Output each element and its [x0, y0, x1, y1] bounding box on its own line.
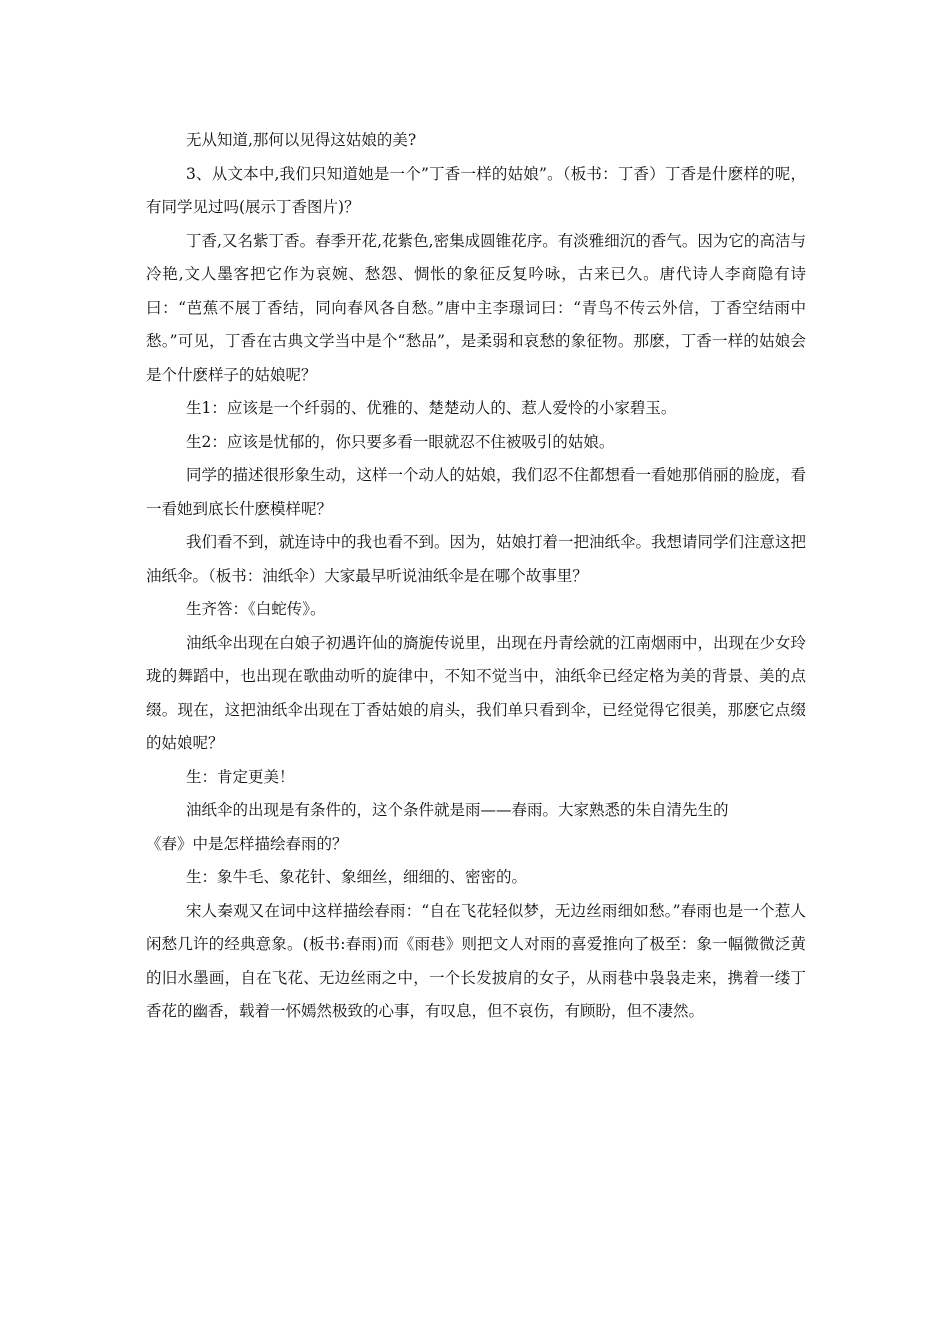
paragraph: 《春》中是怎样描绘春雨的？: [146, 834, 348, 853]
paragraph: 生：象牛毛、象花针、象细丝，细细的、密密的。: [186, 868, 528, 886]
paragraph: 同学的描述很形象生动，这样一个动人的姑娘，我们忍不住都想看一看她那俏丽的脸庞，看一看她到底长什麽模样呢？: [146, 466, 807, 518]
paragraph: 宋人秦观又在词中这样描绘春雨：“自在飞花轻似梦，无边丝雨细如愁。”春雨也是一个惹人闲愁几许的经典意象。(板书:春雨)而《雨巷》则把文人对雨的喜爱推向了极至：象一幅微微泛黄的旧水墨画，自在飞花、无边丝雨之中，一个长发披肩的女子，从雨巷中袅袅走来，携着一缕丁香花的幽香，载着一怀嫣然极致的心事，有叹息，但不哀伤，有顾盼，但不凄然。: [146, 901, 806, 1020]
paragraph: 丁香,又名紫丁香。春季开花,花紫色,密集成圆锥花序。有淡雅细沉的香气。因为它的高洁与冷艳,文人墨客把它作为哀婉、愁怨、惆怅的象征反复吟咏，古来已久。唐代诗人李商隐有诗曰：“芭蕉不展丁香结，同向春风各自愁。”唐中主李璟词曰：“青鸟不传云外信，丁香空结雨中愁。”可见，丁香在古典文学当中是个“愁品”，是柔弱和哀愁的象征物。那麽，丁香一样的姑娘会是个什麽样子的姑娘呢？: [146, 231, 806, 384]
document-body: [146, 124, 806, 1029]
paragraph: 生2：应该是忧郁的，你只要多看一眼就忍不住被吸引的姑娘。: [186, 432, 615, 451]
paragraph: 油纸伞的出现是有条件的，这个条件就是雨——春雨。大家熟悉的朱自清先生的: [186, 801, 729, 819]
paragraph: 无从知道,那何以见得这姑娘的美?: [186, 131, 417, 149]
paragraph: 我们看不到，就连诗中的我也看不到。因为，姑娘打着一把油纸伞。我想请同学们注意这把油纸伞。（板书：油纸伞）大家最早听说油纸伞是在哪个故事里？: [146, 533, 807, 585]
paragraph: 生：肯定更美！: [186, 767, 295, 786]
paragraph: 生齐答：《白蛇传》。: [186, 600, 326, 618]
paragraph: 生1：应该是一个纤弱的、优雅的、楚楚动人的、惹人爱怜的小家碧玉。: [186, 399, 677, 417]
paragraph: 3、从文本中,我们只知道她是一个”丁香一样的姑娘”。（板书：丁香）丁香是什麽样的呢，有同学见过吗(展示丁香图片)？: [146, 164, 806, 216]
paragraph: 油纸伞出现在白娘子初遇许仙的旖旎传说里，出现在丹青绘就的江南烟雨中，出现在少女玲珑的舞蹈中，也出现在歌曲动听的旋律中，不知不觉当中，油纸伞已经定格为美的背景、美的点缀。现在，这把油纸伞出现在丁香姑娘的肩头，我们单只看到伞，已经觉得它很美，那麽它点缀的姑娘呢？: [146, 633, 807, 752]
